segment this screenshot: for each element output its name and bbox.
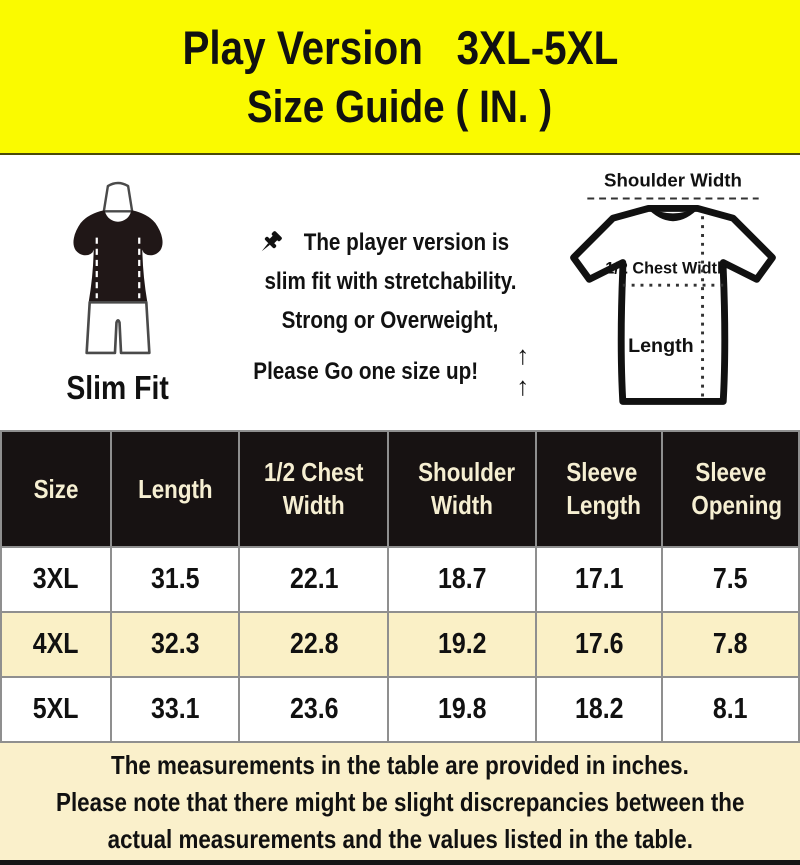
col-header-length: Length — [111, 431, 239, 547]
size-cell: 4XL — [1, 612, 111, 677]
length-label: Length — [627, 335, 694, 358]
shoulder-width-label: Shoulder Width — [603, 170, 742, 192]
footer-note — [0, 743, 800, 860]
footer-line-2: Please note that there might be slight discrepancies between the — [55, 787, 745, 818]
note-line-4: Please Go one size up! — [253, 357, 479, 385]
chest-width-label: 1/2 Chest Width — [604, 259, 727, 278]
info-section — [0, 155, 800, 430]
banner-title: Play Version 3XL-5XL — [182, 21, 618, 75]
fit-caption: Slim Fit — [66, 369, 169, 407]
note-line-1: The player version is — [303, 229, 509, 257]
value-cell: 23.6 — [239, 677, 388, 742]
value-cell: 7.5 — [662, 547, 799, 612]
value-cell: 31.5 — [111, 547, 239, 612]
size-table — [0, 430, 800, 743]
col-header-sleeve-opening: Sleeve Opening — [662, 431, 799, 547]
tshirt-measurement-icon — [549, 169, 797, 427]
value-cell: 19.2 — [388, 612, 536, 677]
note-line-2: slim fit with stretchability. — [264, 268, 516, 296]
shirt-diagram — [545, 155, 800, 430]
slim-fit-figure-icon — [52, 181, 184, 361]
value-cell: 17.1 — [536, 547, 662, 612]
value-cell: 19.8 — [388, 677, 536, 742]
value-cell: 32.3 — [111, 612, 239, 677]
value-cell: 22.1 — [239, 547, 388, 612]
table-header-row — [1, 431, 799, 547]
value-cell: 18.2 — [536, 677, 662, 742]
value-cell: 22.8 — [239, 612, 388, 677]
value-cell: 8.1 — [662, 677, 799, 742]
header-banner — [0, 0, 800, 155]
note-line-3: Strong or Overweight, — [281, 307, 499, 335]
value-cell: 7.8 — [662, 612, 799, 677]
pushpin-icon — [255, 228, 285, 258]
size-cell: 5XL — [1, 677, 111, 742]
footer-line-1: The measurements in the table are provided in inches. — [111, 750, 689, 781]
value-cell: 17.6 — [536, 612, 662, 677]
banner-subtitle: Size Guide ( IN. ) — [247, 81, 553, 133]
bottom-bar — [0, 860, 800, 865]
value-cell: 33.1 — [111, 677, 239, 742]
col-header-size: Size — [1, 431, 111, 547]
col-header-sleeve-length: Sleeve Length — [536, 431, 662, 547]
fit-note — [235, 155, 545, 430]
table-row-5xl — [1, 677, 799, 742]
col-header-chest-width: 1/2 Chest Width — [239, 431, 388, 547]
value-cell: 18.7 — [388, 547, 536, 612]
fit-illustration — [0, 155, 235, 430]
up-arrows-icon: ↑ ↑ — [516, 340, 536, 402]
size-cell: 3XL — [1, 547, 111, 612]
footer-line-3: actual measurements and the values listed in the table. — [107, 824, 693, 855]
col-header-shoulder-width: Shoulder Width — [388, 431, 536, 547]
table-row-3xl — [1, 547, 799, 612]
table-row-4xl — [1, 612, 799, 677]
